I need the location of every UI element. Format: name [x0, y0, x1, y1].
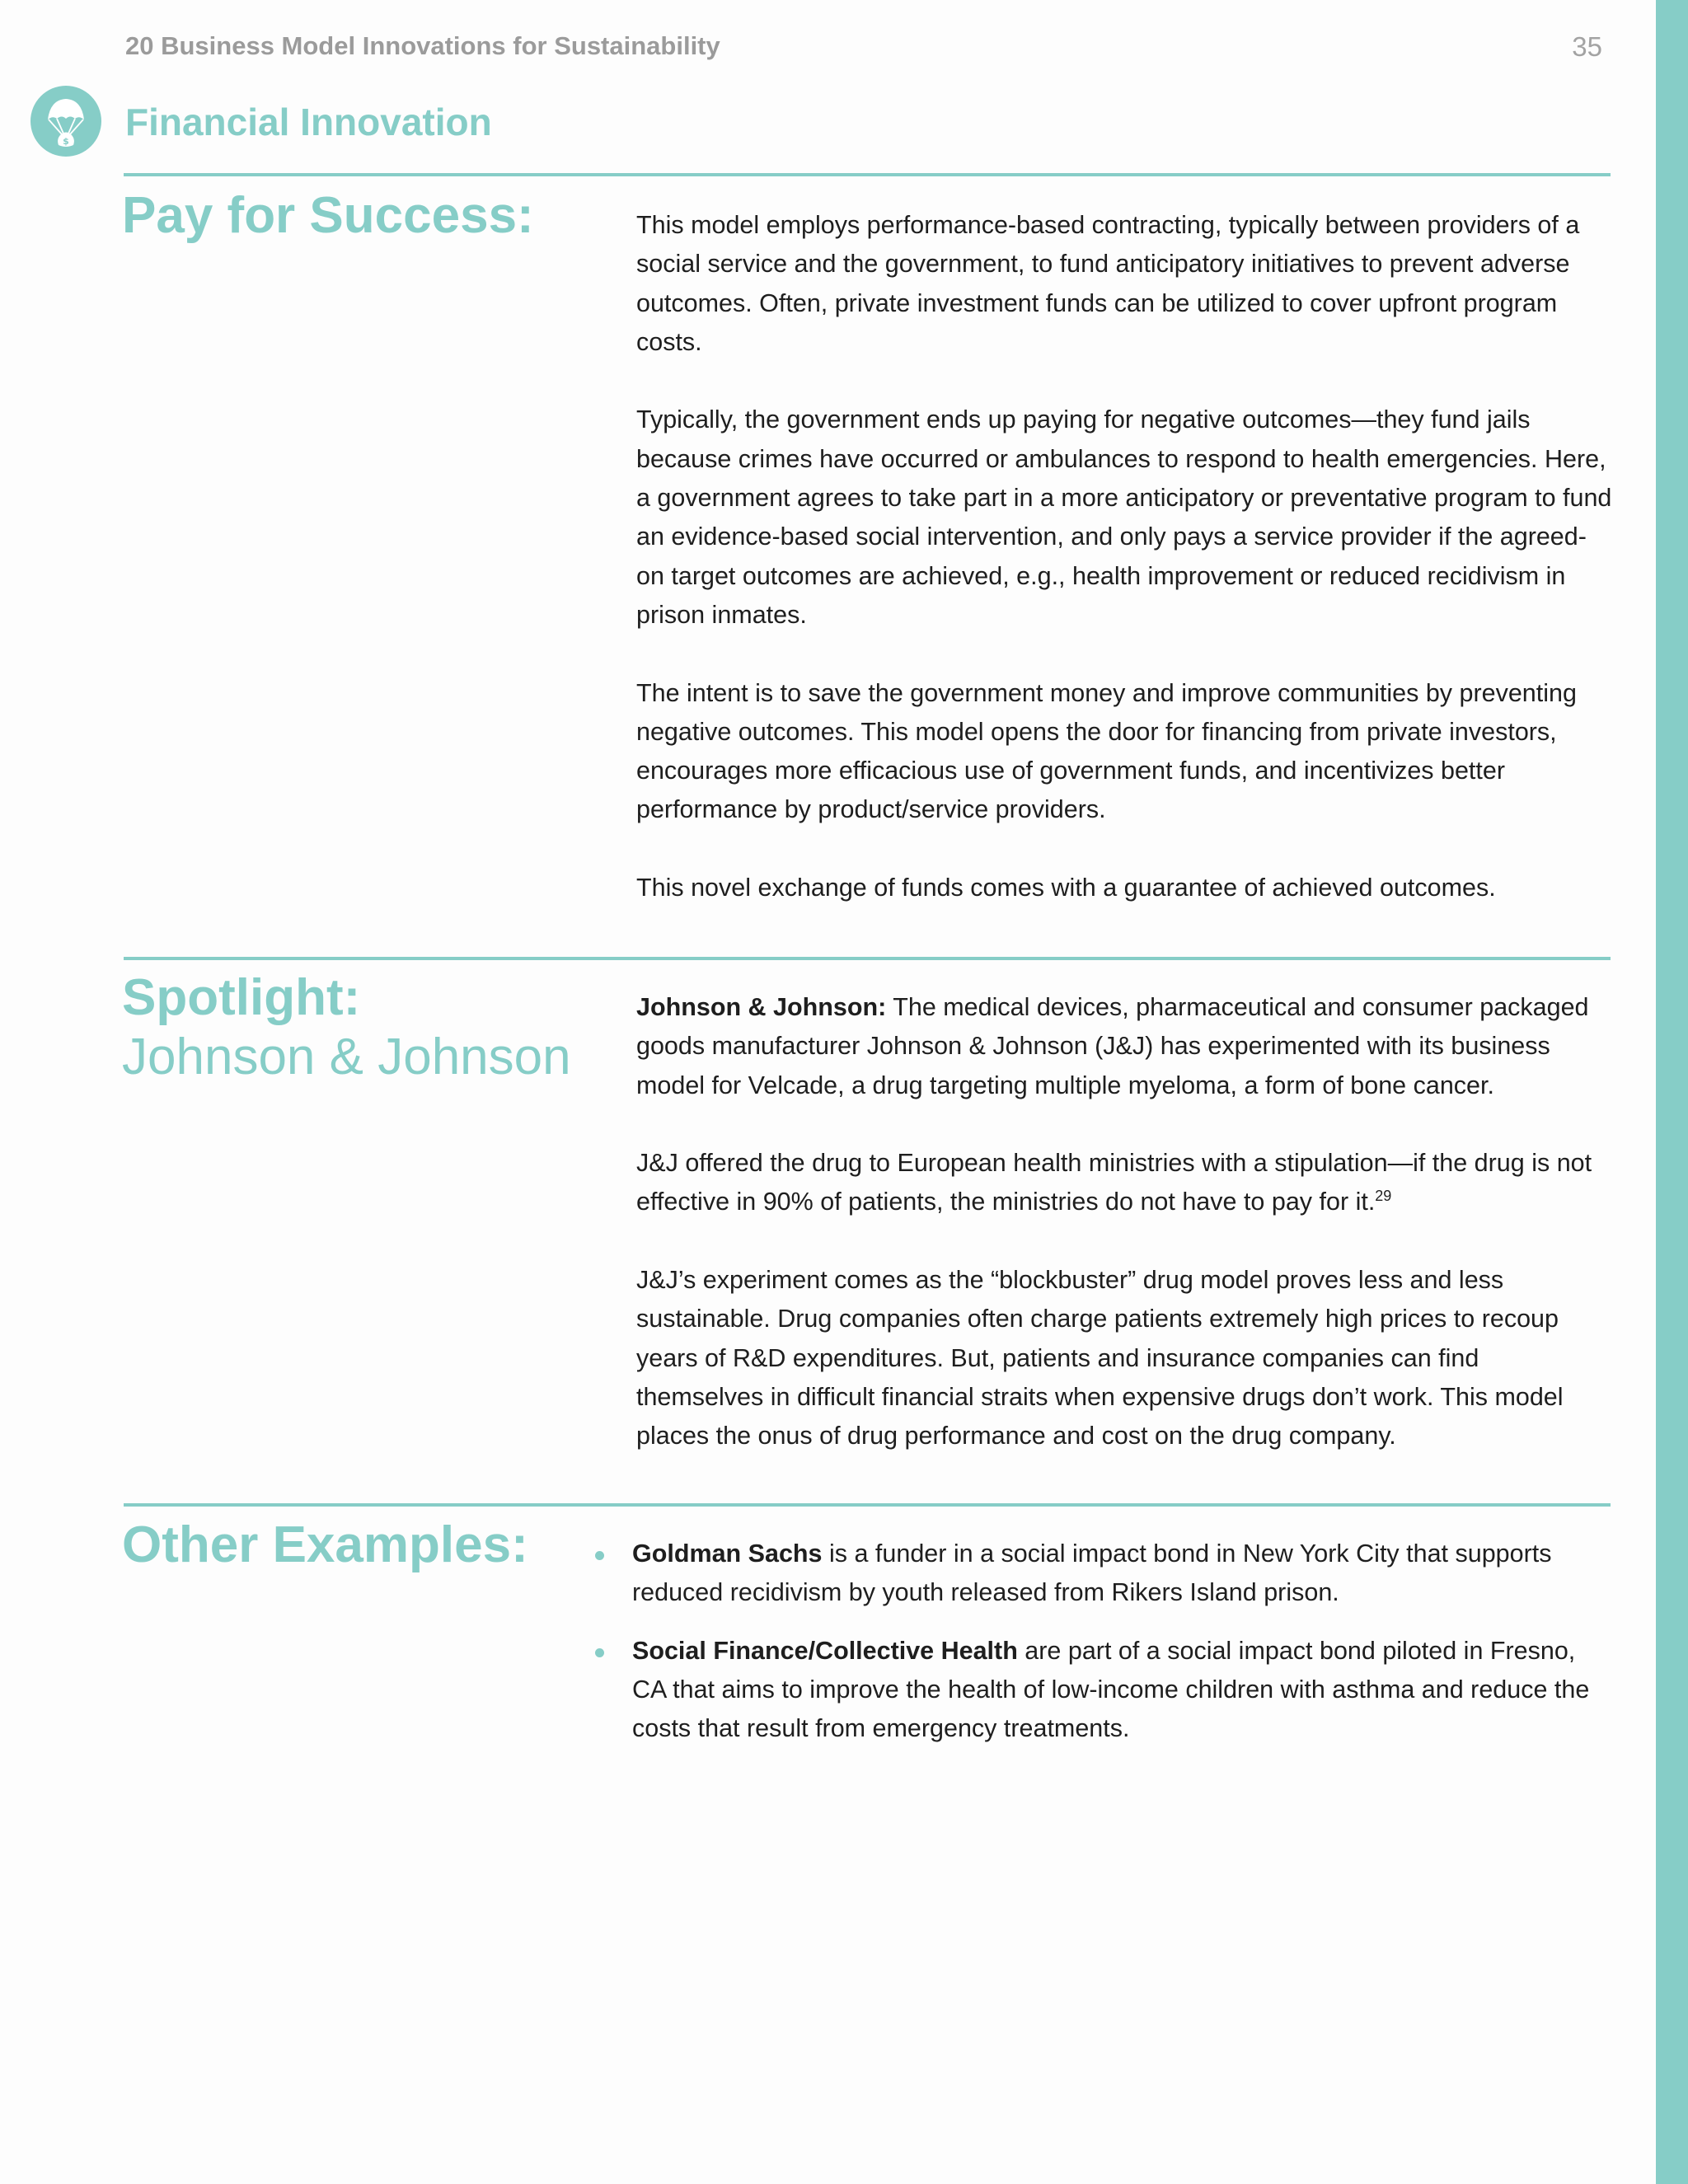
- footnote-reference: 29: [1375, 1188, 1392, 1205]
- paragraph: [636, 1144, 1612, 1222]
- pay-for-success-heading: Pay for Success:: [122, 187, 534, 244]
- spotlight-heading: [122, 968, 571, 1087]
- list-item: [593, 1632, 1615, 1749]
- example-text: are part of a social impact bond piloted in Fresno, CA that aims to improve the health of low-income children with asthma and reduce the costs that result from emergency treatments.: [632, 1636, 1590, 1743]
- list-item: [593, 1535, 1615, 1613]
- section-title: Financial Innovation: [125, 101, 492, 143]
- pay-for-success-body: [636, 206, 1612, 907]
- running-header-title: 20 Business Model Innovations for Sustainability: [125, 31, 720, 60]
- paragraph: Typically, the government ends up paying for negative outcomes—they fund jails because crimes have occurred or ambulances to respond to health emergencies. Here, a government agrees to take part in a more anticipatory or preventative program to fund an evidence-based social intervention, and only pays a service provider if the agreed-on target outcomes are achieved, e.g., health improvement or reduced recidivism in prison inmates.: [636, 405, 1612, 629]
- paragraph: The intent is to save the government money and improve communities by preventing negative outcomes. This model opens the door for financing from private investors, encourages more efficacious use of government funds, and incentivizes better performance by product/service providers.: [636, 678, 1577, 824]
- bullet-icon: [595, 1551, 604, 1560]
- paragraph: This model employs performance-based contracting, typically between providers of a social service and the government, to fund anticipatory initiatives to prevent adverse outcomes. Often, private investment funds can be utilized to cover upfront program costs.: [636, 211, 1580, 356]
- section-divider: [124, 1503, 1611, 1507]
- example-organization: Goldman Sachs: [632, 1540, 823, 1568]
- paragraph: This novel exchange of funds comes with a guarantee of achieved outcomes.: [636, 874, 1496, 902]
- other-examples-heading: Other Examples:: [122, 1516, 528, 1573]
- page-number: 35: [1572, 31, 1602, 62]
- spotlight-body: [636, 988, 1612, 1456]
- lead-text: The medical devices, pharmaceutical and consumer packaged goods manufacturer Johnson & Johnson (J&J) has experimented with its business model for Velcade, a drug targeting multiple myeloma, a form of bone cancer.: [636, 993, 1589, 1099]
- paragraph-text: J&J offered the drug to European health ministries with a stipulation—if the drug is not effective in 90% of patients, the ministries do not have to pay for it.: [636, 1149, 1592, 1216]
- bullet-icon: [595, 1648, 604, 1657]
- section-divider: [124, 957, 1611, 960]
- section-divider: [124, 173, 1611, 176]
- spotlight-heading-label: Spotlight:: [122, 969, 361, 1026]
- other-examples-list: [593, 1535, 1615, 1767]
- svg-text:$: $: [63, 136, 69, 147]
- spotlight-subheading: Johnson & Johnson: [122, 1029, 571, 1085]
- example-text: is a funder in a social impact bond in New York City that supports reduced recidivism by youth released from Rikers Island prison.: [632, 1540, 1552, 1607]
- paragraph: J&J’s experiment comes as the “blockbuster” drug model proves less and less sustainable. Drug companies often charge patients extremely high prices to recoup years of R&D expenditures. But, patients and insurance companies can find themselves in difficult financial straits when expensive drugs don’t work. This model places the onus of drug performance and cost on the drug company.: [636, 1266, 1564, 1451]
- paragraph: [636, 988, 1612, 1105]
- page-edge-accent-bar: [1656, 0, 1688, 2184]
- lead-company-name: Johnson & Johnson:: [636, 993, 887, 1021]
- parachute-money-bag-icon: [30, 86, 101, 157]
- example-organization: Social Finance/Collective Health: [632, 1636, 1018, 1665]
